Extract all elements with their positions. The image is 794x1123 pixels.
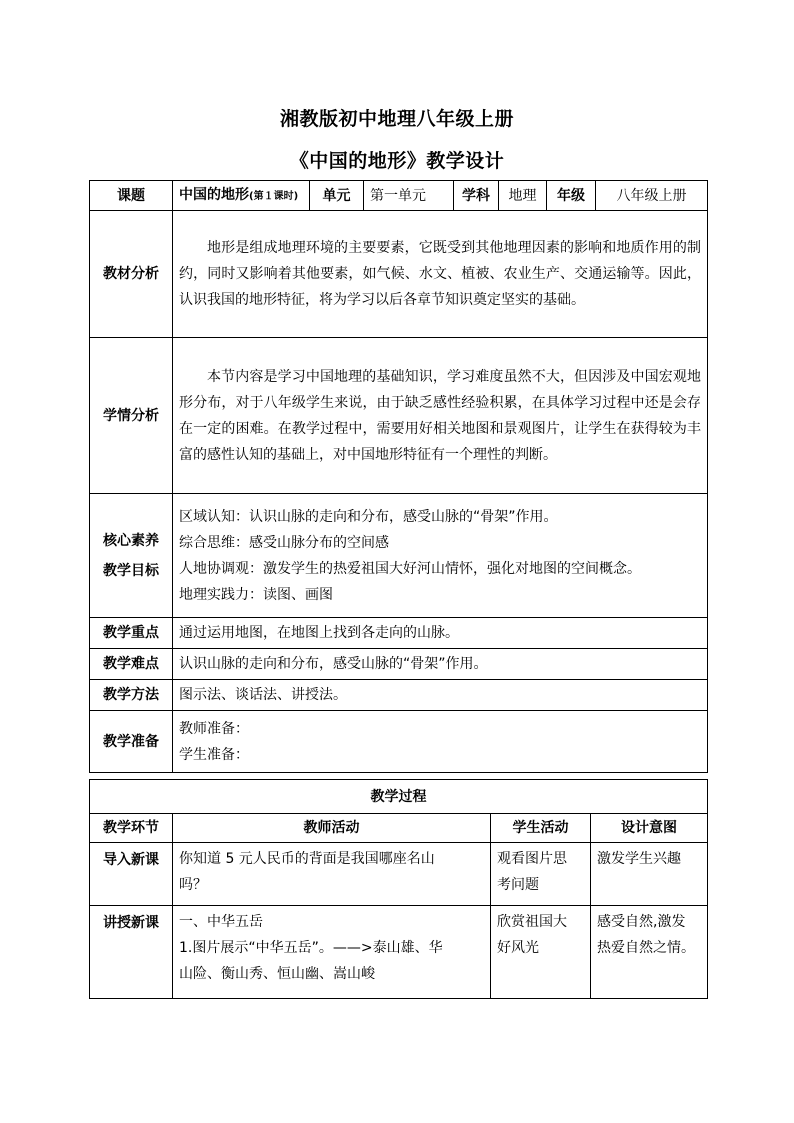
student-line: 欣赏祖国大 bbox=[497, 914, 567, 930]
learner-analysis-row bbox=[90, 338, 708, 494]
intent-line: 感受自然,激发 bbox=[597, 914, 686, 930]
learner-text: 本节内容是学习中国地理的基础知识，学习难度虽然不大，但因涉及中国宏观地形分布，对于八年级学生来说，由于缺乏感性经验积累，在具体学习过程中还是会存在一定的困难。在教学过程中，需要用好相关地图和景观图片，让学生在获得较为丰富的感性认知的基础上，对中国地形特征有一个理性的判断。 bbox=[173, 338, 708, 494]
teacher-cell bbox=[173, 843, 491, 906]
prep-student: 学生准备： bbox=[179, 746, 249, 763]
student-line: 观看图片思 bbox=[497, 851, 567, 867]
goals-label-line-1: 核心素养 bbox=[103, 532, 159, 549]
teacher-line: 你知道 5 元人民币的背面是我国哪座名山 bbox=[179, 851, 435, 867]
material-analysis-row bbox=[90, 211, 708, 338]
intent-line: 激发学生兴趣 bbox=[597, 851, 681, 867]
col-intent: 设计意图 bbox=[591, 814, 708, 843]
goals-label bbox=[90, 494, 173, 618]
teacher-cell bbox=[173, 906, 491, 999]
goal-item: 地理实践力：读图、画图 bbox=[179, 586, 333, 603]
teacher-line: 吗？ bbox=[179, 877, 207, 893]
student-line: 考问题 bbox=[497, 877, 539, 893]
method-row bbox=[90, 680, 708, 711]
stage-cell: 导入新课 bbox=[90, 843, 173, 906]
subject-value: 地理 bbox=[499, 181, 547, 211]
process-columns-row bbox=[90, 814, 708, 843]
goals-label-line-2: 教学目标 bbox=[103, 562, 159, 579]
intent-cell bbox=[591, 843, 708, 906]
process-heading-row bbox=[90, 780, 708, 814]
unit-label: 单元 bbox=[310, 181, 364, 211]
intent-cell bbox=[591, 906, 708, 999]
key-label: 教学重点 bbox=[90, 618, 173, 649]
teacher-line: 一、中华五岳 bbox=[179, 914, 263, 930]
topic-note: (第１课时) bbox=[249, 190, 299, 202]
intent-line: 热爱自然之情。 bbox=[597, 940, 695, 956]
topic-label: 课题 bbox=[90, 181, 173, 211]
stage-cell: 讲授新课 bbox=[90, 906, 173, 999]
col-teacher: 教师活动 bbox=[173, 814, 491, 843]
teacher-line: 1.图片展示“中华五岳”。——>泰山雄、华 bbox=[179, 940, 443, 956]
col-stage: 教学环节 bbox=[90, 814, 173, 843]
goal-item: 综合思维：感受山脉分布的空间感 bbox=[179, 534, 389, 551]
goal-item: 区域认知：认识山脉的走向和分布，感受山脉的“骨架”作用。 bbox=[179, 508, 558, 525]
goal-item: 人地协调观：激发学生的热爱祖国大好河山情怀，强化对地图的空间概念。 bbox=[179, 560, 641, 577]
prep-label: 教学准备 bbox=[90, 711, 173, 773]
unit-value: 第一单元 bbox=[364, 181, 454, 211]
grade-value: 八年级上册 bbox=[596, 181, 708, 211]
preparation-row bbox=[90, 711, 708, 773]
learner-label: 学情分析 bbox=[90, 338, 173, 494]
prep-content bbox=[173, 711, 708, 773]
method-label: 教学方法 bbox=[90, 680, 173, 711]
subject-label: 学科 bbox=[454, 181, 499, 211]
grade-label: 年级 bbox=[547, 181, 596, 211]
student-line: 好风光 bbox=[497, 940, 539, 956]
key-text: 通过运用地图，在地图上找到各走向的山脉。 bbox=[173, 618, 708, 649]
document-subtitle: 《中国的地形》教学设计 bbox=[289, 150, 505, 172]
difficulty-text: 认识山脉的走向和分布，感受山脉的“骨架”作用。 bbox=[173, 649, 708, 680]
topic-value bbox=[173, 181, 310, 211]
topic-name: 中国的地形 bbox=[179, 186, 249, 203]
method-text: 图示法、谈话法、讲授法。 bbox=[173, 680, 708, 711]
table-row bbox=[90, 843, 708, 906]
process-heading: 教学过程 bbox=[90, 780, 708, 814]
key-point-row bbox=[90, 618, 708, 649]
table-row bbox=[90, 906, 708, 999]
teacher-line: 山险、衡山秀、恒山幽、嵩山峻 bbox=[179, 966, 375, 982]
difficulty-label: 教学难点 bbox=[90, 649, 173, 680]
header-row bbox=[90, 181, 708, 211]
student-cell bbox=[491, 843, 591, 906]
prep-teacher: 教师准备： bbox=[179, 720, 249, 737]
document-title: 湘教版初中地理八年级上册 bbox=[279, 108, 514, 130]
goals-list bbox=[173, 494, 708, 618]
difficulty-row bbox=[90, 649, 708, 680]
material-text: 地形是组成地理环境的主要要素，它既受到其他地理因素的影响和地质作用的制约，同时又影响着其他要素，如气候、水文、植被、农业生产、交通运输等。因此，认识我国的地形特征，将为学习以后各章节知识奠定坚实的基础。 bbox=[173, 211, 708, 338]
goals-row bbox=[90, 494, 708, 618]
lesson-info-table bbox=[89, 180, 708, 773]
col-student: 学生活动 bbox=[491, 814, 591, 843]
student-cell bbox=[491, 906, 591, 999]
material-label: 教材分析 bbox=[90, 211, 173, 338]
teaching-process-table bbox=[89, 779, 708, 999]
